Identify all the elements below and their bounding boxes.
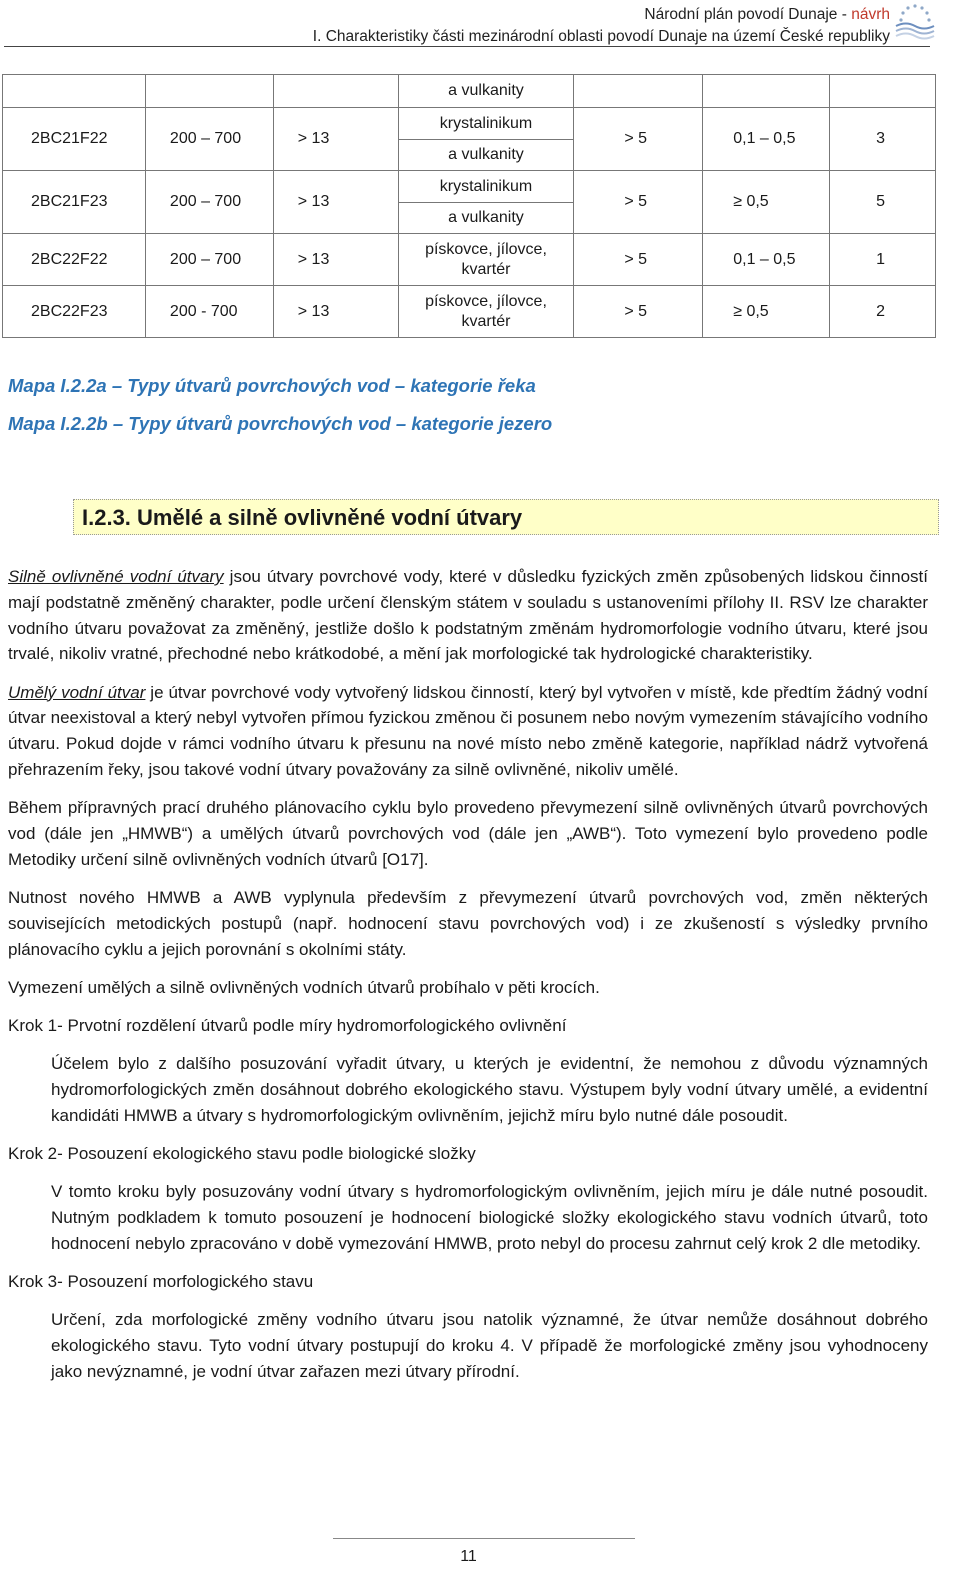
- table-cell-temperature: > 13: [273, 108, 398, 171]
- table-cell-altitude: 200 – 700: [145, 234, 273, 286]
- header-chapter-title: I. Charakteristiky části mezinárodní oblasti povodí Dunaje na území České republiky: [312, 28, 890, 45]
- paragraph-text: jsou útvary povrchové vody, které v důsledku fyzických změn způsobených lidskou činností mají podstatně změněný charakter, podle určení členským státem v souladu s ustanoveními přílohy II. RSV lze charakter vodního útvaru považovat za změněný, jestliže došlo k podstatným změnám hydromorfologie vodního útvaru, které jsou trvalé, nikoliv vratné, přechodné nebo krátkodobé, a mění jak morfologické tak hydrologické charakteristiky.: [8, 567, 928, 664]
- header-doc-title: Národní plán povodí Dunaje -: [644, 6, 852, 23]
- step-3-title: Krok 3- Posouzení morfologického stavu: [8, 1271, 314, 1291]
- table-row: [3, 108, 936, 140]
- table-cell-fine: 0,1 – 0,5: [703, 108, 830, 171]
- paragraph: Nutnost nového HMWB a AWB vyplynula především z převymezení útvarů povrchových vod, změn některých souvisejících metodických postupů (např. hodnocení stavu povrchových vod) i ze zkušeností s výsledky prvního plánovacího cyklu a jejich porovnání s okolními státy.: [8, 887, 928, 959]
- table-cell-fine: ≥ 0,5: [703, 286, 830, 338]
- term-awb: Umělý vodní útvar: [8, 682, 146, 702]
- section-heading-box: [73, 499, 939, 535]
- table-cell-geology: a vulkanity: [398, 75, 574, 108]
- table-cell-geology: a vulkanity: [398, 203, 574, 234]
- table-cell-code: 2BC21F23: [3, 171, 146, 234]
- table-cell-slope: > 5: [574, 234, 703, 286]
- table-cell-fine: 0,1 – 0,5: [703, 234, 830, 286]
- table-cell-temperature: > 13: [273, 171, 398, 234]
- water-type-table: [2, 74, 936, 338]
- paragraph-text: je útvar povrchové vody vytvořený lidskou činností, který byl vytvořen v místě, kde předtím žádný vodní útvar neexistoval a který nebyl vytvořen přímou fyzickou změnou či posunem nebo novým vymezením stávajícího vodního útvaru. Pokud dojde v rámci vodního útvaru k přesunu na nové místo nebo změně kategorie, například nádrž vytvořená přehrazením řeky, jsou takové vodní útvary považovány za silně ovlivněné, nikoliv umělé.: [8, 682, 928, 779]
- body-text: [8, 564, 928, 1397]
- section-title: I.2.3. Umělé a silně ovlivněné vodní útvary: [82, 505, 523, 530]
- header-draft-label: návrh: [851, 6, 890, 23]
- step-1-text: Účelem bylo z dalšího posuzování vyřadit útvary, u kterých je evidentní, že nemohou z důvodu významných hydromorfologických změn dosáhnout dobrého ekologického stavu. Výstupem byly vodní útvary umělé, a evidentní kandidáti HMWB a útvary s hydromorfologickým ovlivněním, jejichž míru bylo nutné dále posoudit.: [51, 1054, 928, 1125]
- eu-flag-logo: [892, 0, 938, 42]
- table-cell-code: 2BC22F23: [3, 286, 146, 338]
- header-divider: [4, 46, 930, 47]
- table-cell-temperature: > 13: [273, 234, 398, 286]
- footer-divider: [333, 1538, 635, 1539]
- paragraph: Během přípravných prací druhého plánovacího cyklu bylo provedeno převymezení silně ovlivněných útvarů povrchových vod (dále jen „HMWB“) a umělých útvarů povrchových vod (dále jen „AWB“). Toto vymezení bylo provedeno podle Metodiky určení silně ovlivněných vodních útvarů [O17].: [8, 798, 928, 869]
- table-cell-temperature: > 13: [273, 286, 398, 338]
- paragraph: Vymezení umělých a silně ovlivněných vodních útvarů probíhalo v pěti krocích.: [8, 977, 600, 997]
- table-row: [3, 171, 936, 203]
- step-2-text: V tomto kroku byly posuzovány vodní útvary s hydromorfologickým ovlivněním, jejich míru je dále nutné posoudit. Nutným podkladem k tomuto posouzení je hodnocení biologické složky ekologického stavu vodních útvarů, toto hodnocení nebylo zpracováno v době vymezování HMWB, proto nebyl do procesu zahrnut celý krok 2 dle metodiky.: [51, 1182, 928, 1253]
- table-cell-count: 5: [830, 171, 936, 234]
- paragraph: [8, 564, 928, 667]
- table-cell-geology: krystalinikum: [398, 171, 574, 203]
- geology-line: pískovce, jílovce,: [425, 292, 547, 310]
- map-link-lakes[interactable]: Mapa I.2.2b – Typy útvarů povrchových vod – kategorie jezero: [8, 413, 553, 434]
- paragraph: [8, 680, 928, 783]
- step-3-text: Určení, zda morfologické změny vodního útvaru jsou natolik významné, že útvar nemůže dosáhnout dobrého ekologického stavu. Tyto vodní útvary postupují do kroku 4. V případě že morfologické změny jsou vyhodnoceny jako nevýznamné, je vodní útvar zařazen mezi útvary přírodní.: [51, 1310, 928, 1381]
- term-hmwb: Silně ovlivněné vodní útvary: [8, 567, 224, 586]
- geology-line: kvartér: [461, 312, 511, 330]
- map-link-rivers[interactable]: Mapa I.2.2a – Typy útvarů povrchových vod – kategorie řeka: [8, 375, 536, 396]
- step-1-title: Krok 1- Prvotní rozdělení útvarů podle míry hydromorfologického ovlivnění: [8, 1015, 567, 1035]
- table-cell-geology: krystalinikum: [398, 108, 574, 140]
- table-cell-slope: > 5: [574, 286, 703, 338]
- table-cell-count: 3: [830, 108, 936, 171]
- step-2-title: Krok 2- Posouzení ekologického stavu podle biologické složky: [8, 1143, 476, 1163]
- geology-line: pískovce, jílovce,: [425, 240, 547, 258]
- table-cell-altitude: 200 – 700: [145, 108, 273, 171]
- table-cell-geology: [398, 234, 574, 286]
- table-row: [3, 75, 936, 108]
- table-cell-slope: > 5: [574, 108, 703, 171]
- page-number: 11: [460, 1548, 477, 1565]
- table-cell-code: 2BC21F22: [3, 108, 146, 171]
- table-cell-code: 2BC22F22: [3, 234, 146, 286]
- table-cell-count: 1: [830, 234, 936, 286]
- table-cell-fine: ≥ 0,5: [703, 171, 830, 234]
- page-header: [313, 0, 890, 48]
- table-row: [3, 286, 936, 338]
- table-cell-geology: a vulkanity: [398, 140, 574, 171]
- table-cell-count: 2: [830, 286, 936, 338]
- table-cell-altitude: 200 - 700: [145, 286, 273, 338]
- table-cell-geology: [398, 286, 574, 338]
- table-row: [3, 234, 936, 286]
- geology-line: kvartér: [461, 260, 511, 278]
- table-cell-altitude: 200 – 700: [145, 171, 273, 234]
- table-cell-slope: > 5: [574, 171, 703, 234]
